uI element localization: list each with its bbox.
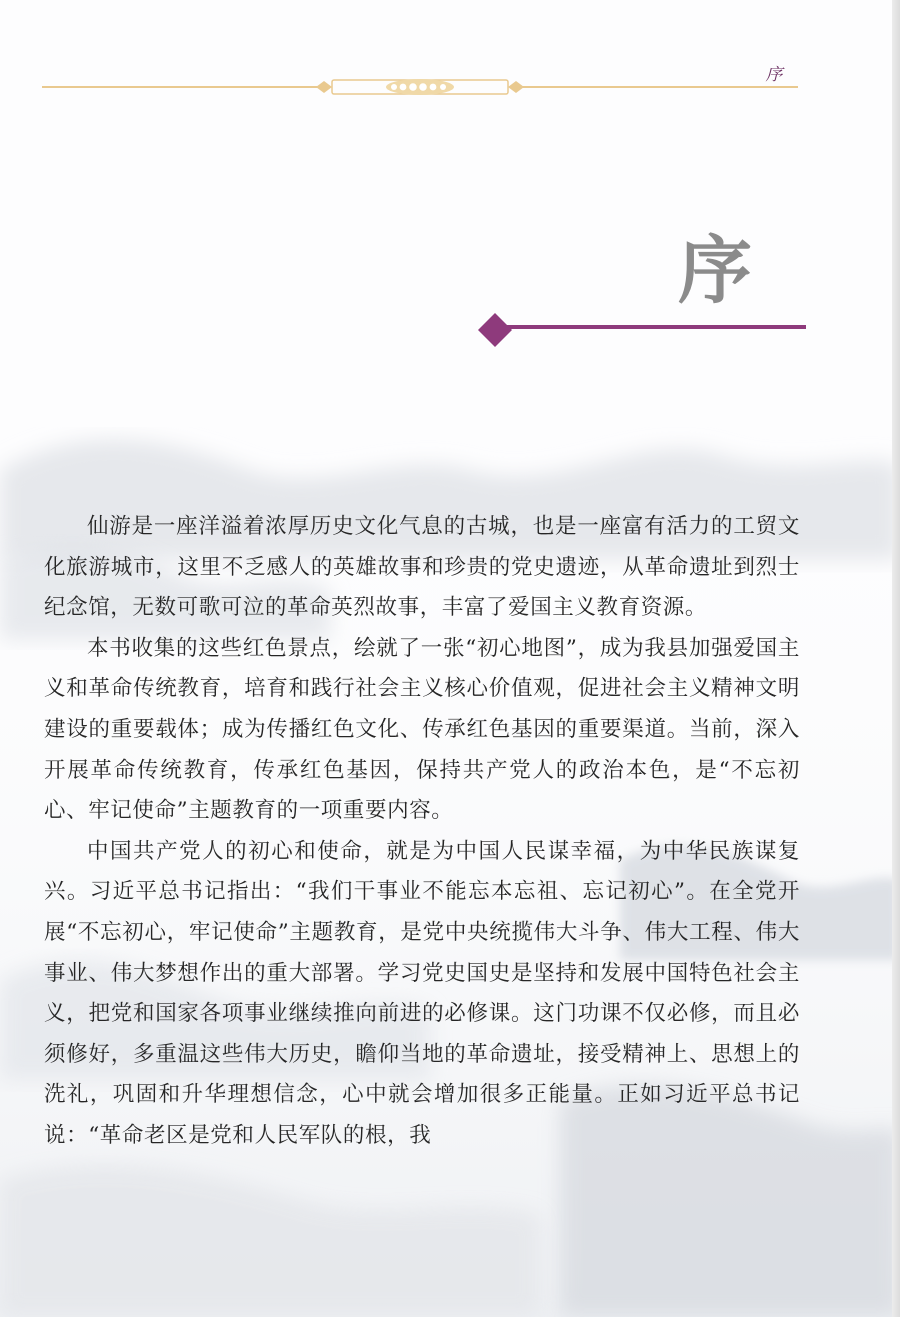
header-ornament-rule [0, 0, 900, 110]
running-head: 序 [765, 65, 783, 85]
paragraph-1: 仙游是一座洋溢着浓厚历史文化气息的古城，也是一座富有活力的工贸文化旅游城市，这里不乏感人的英雄故事和珍贵的党史遗迹，从革命遗址到烈士纪念馆，无数可歌可泣的革命英烈故事，丰富了爱国主义教育资源。 [44, 514, 800, 621]
paragraph-2: 本书收集的这些红色景点，绘就了一张“初心地图”，成为我县加强爱国主义和革命传统教育，培育和践行社会主义核心价值观，促进社会主义精神文明建设的重要载体；成为传播红色文化、传承红色基因的重要渠道。当前，深入开展革命传统教育，传承红色基因，保持共产党人的政治本色，是“不忘初心、牢记使命”主题教育的一项重要内容。 [44, 635, 800, 824]
body-text [44, 507, 800, 1157]
chapter-title: 序 [678, 228, 752, 314]
paragraph-3: 中国共产党人的初心和使命，就是为中国人民谋幸福，为中华民族谋复兴。习近平总书记指出：“我们干事业不能忘本忘祖、忘记初心”。在全党开展“不忘初心，牢记使命”主题教育，是党中央统揽伟大斗争、伟大工程、伟大事业、伟大梦想作出的重大部署。学习党史国史是坚持和发展中国特色社会主义，把党和国家各项事业继续推向前进的必修课。这门功课不仅必修，而且必须修好，多重温这些伟大历史，瞻仰当地的革命遗址，接受精神上、思想上的洗礼，巩固和升华理想信念，心中就会增加很多正能量。正如习近平总书记说：“革命老区是党和人民军队的根，我 [44, 838, 800, 1148]
title-diamond-rule [476, 310, 806, 350]
page-edge [892, 0, 900, 1317]
